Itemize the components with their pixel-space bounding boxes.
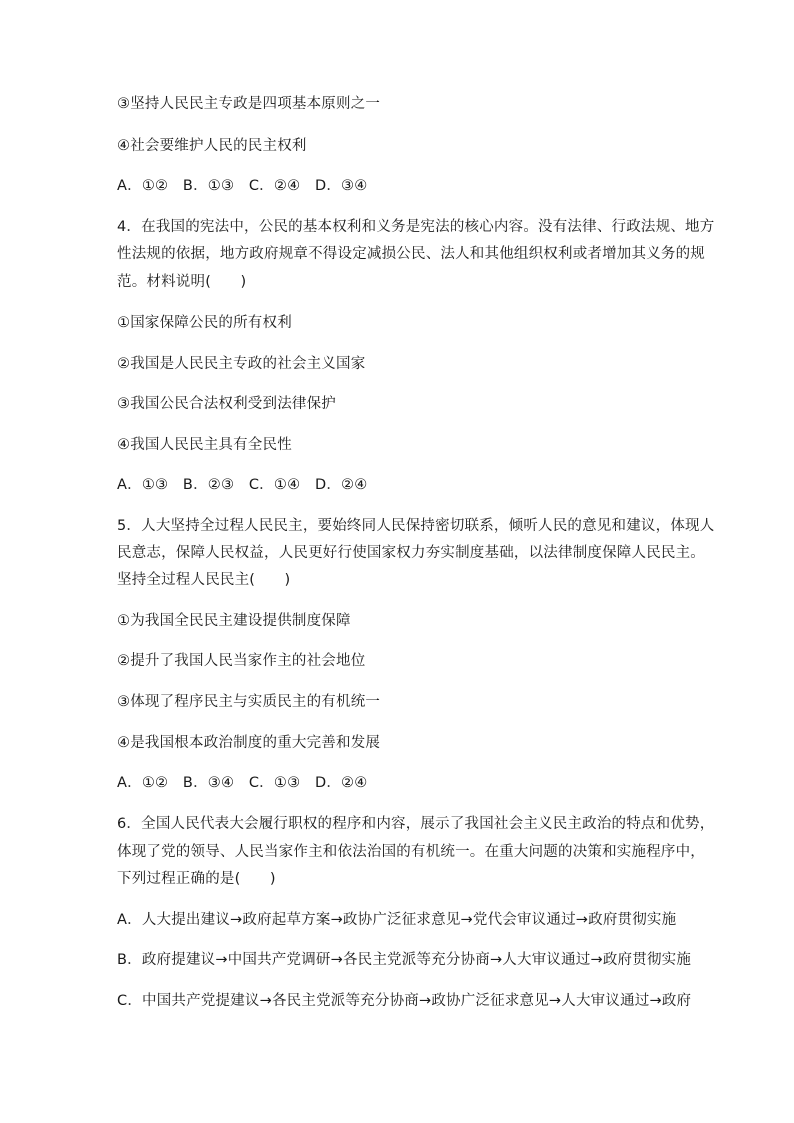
question-6-text-line-2: 体现了党的领导、人民当家作主和依法治国的有机统一。在重大问题的决策和实施程序中，: [117, 844, 705, 860]
question-4-text-line-2: 性法规的依据，地方政府规章不得设定减损公民、法人和其他组织权利或者增加其义务的规: [117, 246, 705, 262]
q4-option-4: ④我国人民民主具有全民性: [117, 437, 292, 453]
question-4-text-line-3: 范。材料说明( ): [117, 274, 247, 290]
q6-choice-c: C．中国共产党提建议→各民主党派等充分协商→政协广泛征求意见→人大审议通过→政府: [117, 993, 692, 1009]
q5-option-2: ②提升了我国人民当家作主的社会地位: [117, 653, 366, 669]
question-5-text-line-1: 5．人大坚持全过程人民民主，要始终同人民保持密切联系，倾听人民的意见和建议，体现人: [117, 518, 715, 534]
question-5-text-line-3: 坚持全过程人民民主( ): [117, 572, 291, 588]
option-item-4: ④社会要维护人民的民主权利: [117, 138, 307, 154]
question-4-text-line-1: 4．在我国的宪法中，公民的基本权利和义务是宪法的核心内容。没有法律、行政法规、地方: [117, 219, 715, 235]
q6-choice-a: A．人大提出建议→政府起草方案→政协广泛征求意见→党代会审议通过→政府贯彻实施: [117, 912, 677, 928]
q4-option-3: ③我国公民合法权利受到法律保护: [117, 396, 336, 412]
option-item-3: ③坚持人民民主专政是四项基本原则之一: [117, 96, 381, 112]
q6-choice-b: B．政府提建议→中国共产党调研→各民主党派等充分协商→人大审议通过→政府贯彻实施: [117, 952, 692, 968]
answer-choices-q5: A．①② B．③④ C．①③ D．②④: [117, 775, 368, 791]
q5-option-4: ④是我国根本政治制度的重大完善和发展: [117, 735, 381, 751]
q5-option-1: ①为我国全民民主建设提供制度保障: [117, 613, 351, 629]
answer-choices-q3: A．①② B．①③ C．②④ D．③④: [117, 178, 368, 194]
q4-option-1: ①国家保障公民的所有权利: [117, 315, 292, 331]
q5-option-3: ③体现了程序民主与实质民主的有机统一: [117, 694, 381, 710]
question-6-text-line-1: 6．全国人民代表大会履行职权的程序和内容，展示了我国社会主义民主政治的特点和优势，: [117, 816, 715, 832]
q4-option-2: ②我国是人民民主专政的社会主义国家: [117, 356, 366, 372]
question-5-text-line-2: 民意志，保障人民权益，人民更好行使国家权力夯实制度基础，以法律制度保障人民民主。: [117, 545, 705, 561]
answer-choices-q4: A．①③ B．②③ C．①④ D．②④: [117, 477, 368, 493]
question-6-text-line-3: 下列过程正确的是( ): [117, 871, 276, 887]
